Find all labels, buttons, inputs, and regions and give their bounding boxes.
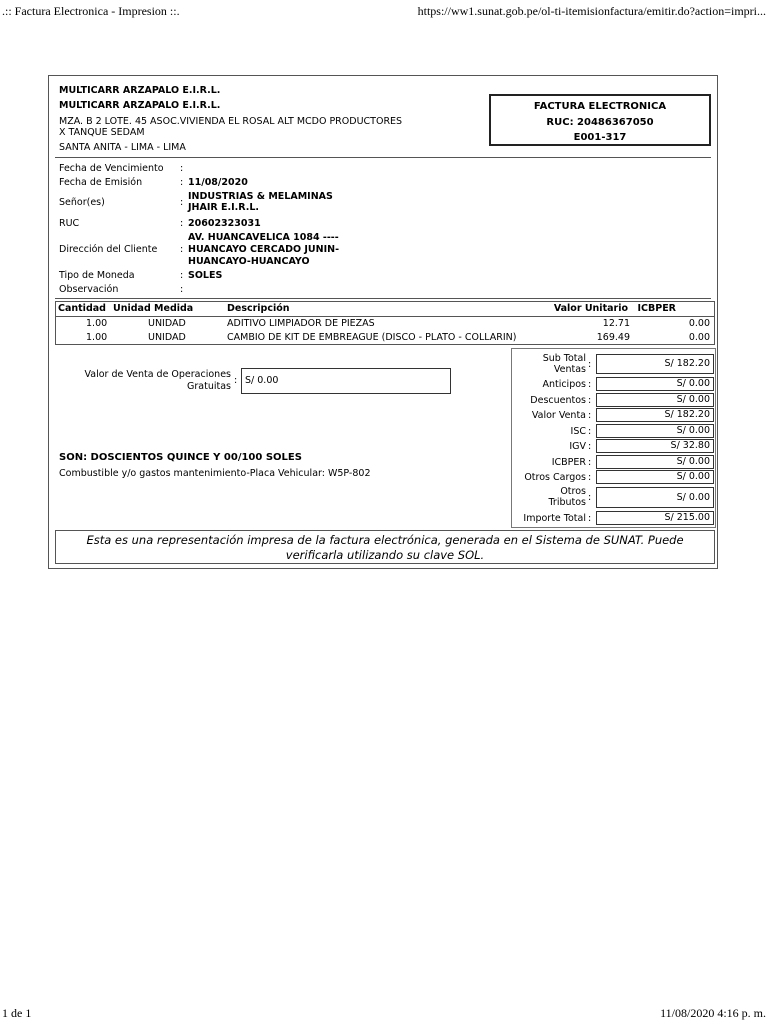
totals-value: S/ 215.00	[596, 511, 714, 525]
invoice-document	[48, 75, 718, 569]
totals-colon: :	[588, 492, 592, 503]
totals-row-otros-tributos	[512, 486, 717, 510]
client-address-colon: :	[180, 244, 184, 255]
totals-label	[512, 486, 586, 508]
issuer-name: MULTICARR ARZAPALO E.I.R.L.	[59, 85, 221, 96]
totals-row-igv	[512, 439, 717, 454]
legal-footnote-line-2: verificarla utilizando su clave SOL.	[285, 548, 485, 562]
print-page-url: https://ww1.sunat.gob.pe/ol-ti-itemisionfactura/emitir.do?action=impri...	[417, 4, 766, 18]
issue-date-label: Fecha de Emisión	[59, 177, 143, 188]
table-row	[56, 331, 714, 345]
totals-row-descuentos	[512, 393, 717, 408]
totals-label: Valor Venta	[531, 410, 586, 421]
totals-value: S/ 182.20	[596, 354, 714, 374]
totals-label: Importe Total	[523, 513, 586, 524]
totals-colon: :	[588, 426, 592, 437]
row-unit-value: 169.49	[596, 332, 630, 343]
row-quantity: 1.00	[86, 318, 108, 329]
currency-value: SOLES	[188, 270, 223, 281]
totals-row-subtotal	[512, 353, 717, 375]
issuer-address-line-1: MZA. B 2 LOTE. 45 ASOC.VIVIENDA EL ROSAL ALT MCDO PRODUCTORES	[59, 116, 403, 127]
totals-colon: :	[588, 457, 592, 468]
client-address-label: Dirección del Cliente	[59, 244, 158, 255]
issue-date-value: 11/08/2020	[188, 177, 248, 188]
row-quantity: 1.00	[86, 332, 108, 343]
totals-label	[512, 353, 586, 375]
totals-colon: :	[588, 441, 592, 452]
free-operations-label-line-2: Gratuitas	[187, 381, 231, 392]
row-description: CAMBIO DE KIT DE EMBREAGUE (DISCO - PLATO - COLLARIN)	[227, 332, 517, 343]
col-header-unit: Unidad Medida	[113, 303, 194, 314]
print-page-count: 1 de 1	[2, 1006, 32, 1020]
totals-value: S/ 182.20	[596, 408, 714, 422]
totals-value: S/ 0.00	[596, 393, 714, 407]
totals-colon: :	[588, 379, 592, 390]
due-date-colon: :	[180, 163, 184, 174]
amount-in-words: SON: DOSCIENTOS QUINCE Y 00/100 SOLES	[59, 452, 302, 463]
currency-colon: :	[180, 270, 184, 281]
totals-colon: :	[588, 410, 592, 421]
observation-colon: :	[180, 284, 184, 295]
totals-label-line-2: Tributos	[548, 497, 586, 508]
totals-label-line-1: Sub Total	[542, 353, 586, 364]
print-footer	[0, 1006, 768, 1022]
row-icbper: 0.00	[688, 318, 710, 329]
totals-label: ISC	[570, 426, 586, 437]
totals-value: S/ 0.00	[596, 377, 714, 391]
totals-label: Descuentos	[530, 395, 586, 406]
totals-label: IGV	[569, 441, 586, 452]
totals-colon: :	[588, 472, 592, 483]
invoice-note: Combustible y/o gastos mantenimiento-Placa Vehicular: W5P-802	[59, 468, 371, 479]
free-operations-colon: :	[234, 375, 238, 386]
print-header	[0, 4, 768, 20]
totals-label-line-2: Ventas	[553, 364, 586, 375]
currency-label: Tipo de Moneda	[59, 270, 135, 281]
free-operations-value: S/ 0.00	[241, 368, 451, 394]
totals-row-anticipos	[512, 377, 717, 392]
observation-label: Observación	[59, 284, 119, 295]
row-description: ADITIVO LIMPIADOR DE PIEZAS	[227, 318, 375, 329]
client-name-label: Señor(es)	[59, 197, 105, 208]
free-operations-label	[69, 369, 231, 393]
items-table-header	[56, 302, 714, 317]
totals-row-valor-venta	[512, 408, 717, 423]
client-address-line-1: AV. HUANCAVELICA 1084 ----	[188, 232, 339, 243]
col-header-unit-value: Valor Unitario	[553, 303, 628, 314]
invoice-number: E001-317	[573, 132, 627, 143]
col-header-icbper: ICBPER	[637, 303, 676, 314]
client-divider	[55, 298, 711, 299]
totals-label-line-1: Otros	[560, 486, 586, 497]
totals-value: S/ 0.00	[596, 424, 714, 438]
document-type-box	[489, 94, 711, 146]
col-header-description: Descripción	[227, 303, 290, 314]
totals-value: S/ 0.00	[596, 470, 714, 484]
row-unit: UNIDAD	[148, 332, 186, 343]
legal-footnote	[55, 530, 715, 564]
totals-row-otros-cargos	[512, 470, 717, 485]
client-name-line-2: JHAIR E.I.R.L.	[188, 202, 259, 213]
totals-panel	[511, 348, 716, 528]
table-row	[56, 317, 714, 331]
col-header-quantity: Cantidad	[58, 303, 106, 314]
client-ruc-colon: :	[180, 218, 184, 229]
totals-row-importe-total	[512, 511, 717, 526]
client-name-colon: :	[180, 197, 184, 208]
print-datetime: 11/08/2020 4:16 p. m.	[660, 1006, 766, 1020]
issuer-trade-name: MULTICARR ARZAPALO E.I.R.L.	[59, 100, 221, 111]
client-address-line-3: HUANCAYO-HUANCAYO	[188, 256, 310, 267]
totals-colon: :	[588, 395, 592, 406]
client-address-line-2: HUANCAYO CERCADO JUNIN-	[188, 244, 340, 255]
totals-row-isc	[512, 424, 717, 439]
client-name-line-1: INDUSTRIAS & MELAMINAS	[188, 191, 333, 202]
totals-label: ICBPER	[551, 457, 586, 468]
totals-colon: :	[588, 359, 592, 370]
issuer-city: SANTA ANITA - LIMA - LIMA	[59, 142, 186, 153]
totals-colon: :	[588, 513, 592, 524]
totals-label: Otros Cargos	[524, 472, 586, 483]
issue-date-colon: :	[180, 177, 184, 188]
print-page-title: .:: Factura Electronica - Impresion ::.	[2, 4, 180, 18]
row-unit-value: 12.71	[602, 318, 630, 329]
legal-footnote-line-1: Esta es una representación impresa de la factura electrónica, generada en el Sistema de SUNAT. Puede	[86, 533, 684, 547]
row-icbper: 0.00	[688, 332, 710, 343]
items-table	[55, 301, 715, 345]
totals-label: Anticipos	[542, 379, 586, 390]
client-ruc-label: RUC	[59, 218, 80, 229]
header-divider	[55, 157, 711, 158]
issuer-ruc: RUC: 20486367050	[546, 116, 654, 128]
due-date-label: Fecha de Vencimiento	[59, 163, 164, 174]
client-ruc-value: 20602323031	[188, 218, 261, 229]
totals-value: S/ 0.00	[596, 455, 714, 469]
totals-value: S/ 32.80	[596, 439, 714, 453]
totals-row-icbper	[512, 455, 717, 470]
document-type: FACTURA ELECTRONICA	[533, 101, 667, 112]
issuer-address-line-2: X TANQUE SEDAM	[59, 127, 145, 138]
row-unit: UNIDAD	[148, 318, 186, 329]
free-operations-label-line-1: Valor de Venta de Operaciones	[84, 369, 231, 380]
totals-value: S/ 0.00	[596, 487, 714, 508]
